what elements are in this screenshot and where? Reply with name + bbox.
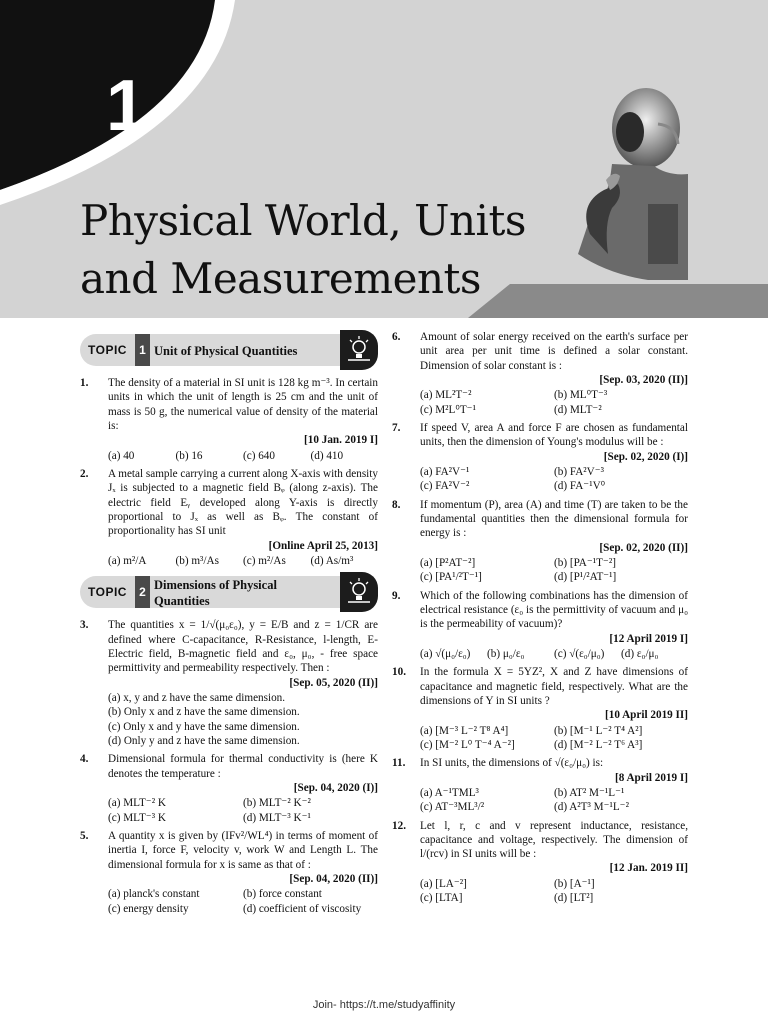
question-source: [8 April 2019 I] — [614, 771, 688, 784]
option-d[interactable]: (d) MLT⁻³ K⁻¹ — [243, 811, 311, 824]
question-text: A metal sample carrying a current along X-axis with density Jₓ is subjected to a magnetic field Bᵩ (along z-axis). The electric field Eᵧ developed along Y-axis is directly proportional to Jₓ as well as Bᵩ. The constant of proportionality has SI unit — [108, 467, 378, 538]
options — [108, 796, 378, 825]
option-b[interactable]: (b) [PA⁻¹T⁻²] — [554, 556, 616, 569]
question-4: 4. Dimensional formula for thermal conductivity is (here K denotes the temperature : [Sep. 04, 2020 (I)] (a) MLT⁻² K (b) MLT⁻² K⁻² (c) MLT⁻³ K (d) MLT⁻³ K⁻¹ — [80, 753, 378, 824]
option-c[interactable]: (c) 640 — [243, 449, 275, 462]
option-a[interactable]: (a) FA²V⁻¹ — [420, 465, 470, 478]
question-text: Let l, r, c and v represent inductance, resistance, capacitance and voltage, respectively. The dimension of l/(rcv) in SI units will be : — [420, 819, 688, 861]
option-d[interactable]: (d) coefficient of viscosity — [243, 902, 362, 915]
options — [420, 724, 688, 753]
option-c[interactable]: (c) √(ε₀/μ₀) — [554, 647, 605, 660]
question-text: A quantity x is given by (IFv²/WL⁴) in terms of moment of inertia I, force F, velocity v, work W and Length L. The dimensional formula for x is same as that of : — [108, 829, 378, 871]
question-12: 12. Let l, r, c and v represent inductance, resistance, capacitance and voltage, respectively. The dimension of l/(rcv) in SI units will be : [12 Jan. 2019 II] (a) [LA⁻²] (b) [A⁻¹] (c) [LTA] (d) [LT²] — [392, 819, 688, 905]
options — [420, 556, 688, 585]
question-2: 2. A metal sample carrying a current along X-axis with density Jₓ is subjected to a magnetic field Bᵩ (along z-axis). The electric field Eᵧ developed along Y-axis is directly proportional to Jₓ as well as Bᵩ. The constant of proportionality has SI unit [Online April 25, 2013] (a) m²/A (b) m³/As (c) m²/As (d) As/m³ — [80, 467, 378, 567]
option-a[interactable]: (a) x, y and z have the same dimension. — [108, 691, 286, 704]
topic-label: TOPIC — [88, 343, 127, 357]
chapter-number: 1 — [106, 66, 147, 146]
options — [108, 554, 378, 568]
option-b[interactable]: (b) m³/As — [175, 554, 219, 567]
option-d[interactable]: (d) As/m³ — [310, 554, 354, 567]
option-c[interactable]: (c) AT⁻³ML³/² — [420, 801, 485, 814]
options — [420, 786, 688, 815]
question-3: 3. The quantities x = 1/√(μ₀ε₀), y = E/B and z = 1/CR are defined where C-capacitance, R-Resistance, l-length, E-Electric field, B-magnetic field and ε₀, μ₀, - free space permittivity and permeability respectively. Then : [Sep. 05, 2020 (II)] (a) x, y and z have the same dimension. (b) Only x and z have the same dimension. (c) Only x and y have the same dimension. (d) Only y and z have the same dimension. — [80, 619, 378, 747]
question-text: In the formula X = 5YZ², X and Z have dimensions of capacitance and magnetic field, respectively. What are the dimensions of Y in SI units ? — [420, 666, 688, 707]
option-b[interactable]: (b) force constant — [243, 888, 322, 901]
question-text: Dimensional formula for thermal conductivity is (here K denotes the temperature : — [108, 753, 378, 780]
option-d[interactable]: (d) ε₀/μ₀ — [621, 647, 659, 660]
question-source: [Sep. 02, 2020 (I)] — [603, 450, 688, 463]
question-text: The density of a material in SI unit is 128 kg m⁻³. In certain units in which the unit of length is 25 cm and the unit of mass is 50 g, the numerical value of density of the material is: — [108, 377, 378, 432]
option-a[interactable]: (a) 40 — [108, 449, 135, 462]
option-a[interactable]: (a) ML²T⁻² — [420, 389, 472, 402]
option-d[interactable]: (d) [P¹/²AT⁻¹] — [554, 571, 617, 584]
chapter-title-line1: Physical World, Units — [80, 196, 526, 245]
chapter-header — [0, 0, 768, 318]
left-column — [80, 330, 378, 920]
question-source: [Sep. 04, 2020 (II)] — [289, 872, 378, 885]
chapter-title-line2: and Measurements — [80, 254, 481, 303]
option-b[interactable]: (b) AT² M⁻¹L⁻¹ — [554, 786, 625, 799]
question-8: 8. If momentum (P), area (A) and time (T) are taken to be the fundamental quantities then the dimensional formula for energy is : [Sep. 02, 2020 (II)] (a) [P²AT⁻²] (b) [PA⁻¹T⁻²] (c) [PA¹/²T⁻¹] (d) [P¹/²AT⁻¹] — [392, 498, 688, 584]
topic-number: 2 — [135, 576, 150, 608]
option-c[interactable]: (c) [M⁻² L⁰ T⁻⁴ A⁻²] — [420, 738, 515, 751]
question-source: [Sep. 05, 2020 (II)] — [289, 676, 378, 689]
question-7: 7. If speed V, area A and force F are chosen as fundamental units, then the dimension of Young's modulus will be : [Sep. 02, 2020 (I)] (a) FA²V⁻¹ (b) FA²V⁻³ (c) FA²V⁻² (d) FA⁻¹V⁰ — [392, 421, 688, 493]
option-d[interactable]: (d) [LT²] — [554, 892, 594, 905]
question-text: The quantities x = 1/√(μ₀ε₀), y = E/B and z = 1/CR are defined where C-capacitance, R-Resistance, l-length, E-Electric field, B-magnetic field and ε₀, μ₀, - free space permittivity and permeability respectively. Then : — [108, 619, 378, 675]
option-b[interactable]: (b) [A⁻¹] — [554, 877, 595, 890]
option-c[interactable]: (c) m²/As — [243, 554, 286, 567]
question-source: [Online April 25, 2013] — [268, 539, 378, 552]
question-source: [Sep. 04, 2020 (I)] — [293, 781, 378, 794]
option-a[interactable]: (a) planck's constant — [108, 888, 200, 901]
option-a[interactable]: (a) √(μ₀/ε₀) — [420, 647, 471, 660]
topic-name: Dimensions of Physical Quantities — [154, 578, 277, 609]
option-b[interactable]: (b) MLT⁻² K⁻² — [243, 797, 311, 810]
chapter-title — [80, 192, 526, 308]
option-d[interactable]: (d) 410 — [310, 449, 344, 462]
question-5: 5. A quantity x is given by (IFv²/WL⁴) in terms of moment of inertia I, force F, velocity v, work W and Length L. The dimensional formula for x is same as that of : [Sep. 04, 2020 (II)] (a) planck's constant (b) force constant (c) energy density (d) coefficient of viscosity — [80, 829, 378, 915]
option-c[interactable]: (c) [PA¹/²T⁻¹] — [420, 571, 482, 584]
option-a[interactable]: (a) A⁻¹TML³ — [420, 786, 479, 799]
question-6: 6. Amount of solar energy received on the earth's surface per unit area per unit time is defined a solar constant. Dimension of solar constant is : [Sep. 03, 2020 (II)] (a) ML²T⁻² (b) ML⁰T⁻³ (c) M²L⁰T⁻¹ (d) MLT⁻² — [392, 331, 688, 416]
topic-banner-1 — [80, 330, 378, 370]
option-c[interactable]: (c) Only x and y have the same dimension. — [108, 720, 300, 733]
option-a[interactable]: (a) [M⁻³ L⁻² T⁸ A⁴] — [420, 724, 509, 737]
topic-number: 1 — [135, 334, 150, 366]
question-text: Amount of solar energy received on the earth's surface per unit area per unit time is defined a solar constant. Dimension of solar constant is : — [420, 331, 688, 372]
topic-name: Unit of Physical Quantities — [154, 344, 298, 358]
question-source: [10 April 2019 II] — [605, 709, 688, 722]
options — [420, 647, 688, 661]
lightbulb-icon — [340, 330, 378, 370]
option-d[interactable]: (d) FA⁻¹V⁰ — [554, 480, 606, 493]
option-c[interactable]: (c) [LTA] — [420, 892, 463, 905]
options — [420, 388, 688, 417]
option-b[interactable]: (b) FA²V⁻³ — [554, 465, 605, 478]
option-d[interactable]: (d) A²T³ M⁻¹L⁻² — [554, 801, 629, 814]
options — [108, 449, 378, 463]
option-c[interactable]: (c) FA²V⁻² — [420, 480, 470, 493]
option-a[interactable]: (a) m²/A — [108, 554, 147, 567]
option-c[interactable]: (c) energy density — [108, 902, 189, 915]
question-11: 11. In SI units, the dimensions of √(ε₀/μ₀) is: [8 April 2019 I] (a) A⁻¹TML³ (b) AT² M⁻¹L⁻¹ (c) AT⁻³ML³/² (d) A²T³ M⁻¹L⁻² — [392, 757, 688, 814]
right-column — [392, 330, 688, 909]
question-text: In SI units, the dimensions of √(ε₀/μ₀) is: — [420, 757, 604, 770]
option-b[interactable]: (b) ML⁰T⁻³ — [554, 389, 608, 402]
question-source: [12 April 2019 I] — [609, 632, 688, 645]
option-b[interactable]: (b) [M⁻¹ L⁻² T⁴ A²] — [554, 724, 643, 737]
options — [108, 887, 378, 916]
question-9: 9. Which of the following combinations has the dimension of electrical resistance (ε₀ is the permittivity of vacuum and μ₀ is the permeability of vacuum)? [12 April 2019 I] (a) √(μ₀/ε₀) (b) μ₀/ε₀ (c) √(ε₀/μ₀) (d) ε₀/μ₀ — [392, 589, 688, 660]
question-source: [Sep. 03, 2020 (II)] — [599, 373, 688, 386]
thinking-robot-illustration — [548, 84, 693, 284]
option-b[interactable]: (b) Only x and z have the same dimension. — [108, 706, 300, 719]
topic-banner-2 — [80, 572, 378, 612]
options — [420, 465, 688, 494]
question-10: 10. In the formula X = 5YZ², X and Z have dimensions of capacitance and magnetic field, respectively. What are the dimensions of Y in SI units ? [10 April 2019 II] (a) [M⁻³ L⁻² T⁸ A⁴] (b) [M⁻¹ L⁻² T⁴ A²] (c) [M⁻² L⁰ T⁻⁴ A⁻²] (d) [M⁻² L⁻² T⁶ A³] — [392, 666, 688, 751]
question-1: 1. The density of a material in SI unit is 128 kg m⁻³. In certain units in which the unit of length is 25 cm and the unit of mass is 50 g, the numerical value of density of the material is: [10 Jan. 2019 I] (a) 40 (b) 16 (c) 640 (d) 410 — [80, 377, 378, 462]
options — [108, 691, 378, 748]
option-b[interactable]: (b) μ₀/ε₀ — [487, 647, 525, 660]
question-source: [12 Jan. 2019 II] — [609, 862, 688, 875]
lightbulb-icon — [340, 572, 378, 612]
option-a[interactable]: (a) MLT⁻² K — [108, 797, 166, 810]
option-d[interactable]: (d) MLT⁻² — [554, 403, 602, 416]
question-text: Which of the following combinations has the dimension of electrical resistance (ε₀ is the permittivity of vacuum and μ₀ is the permeability of vacuum)? — [420, 589, 688, 631]
topic-label: TOPIC — [88, 585, 127, 600]
question-source: [10 Jan. 2019 I] — [304, 434, 378, 447]
option-b[interactable]: (b) 16 — [175, 449, 203, 462]
option-a[interactable]: (a) [P²AT⁻²] — [420, 556, 476, 569]
option-c[interactable]: (c) MLT⁻³ K — [108, 811, 166, 824]
option-c[interactable]: (c) M²L⁰T⁻¹ — [420, 403, 476, 416]
question-text: If speed V, area A and force F are chosen as fundamental units, then the dimension of Young's modulus will be : — [420, 421, 688, 449]
question-text: If momentum (P), area (A) and time (T) are taken to be the fundamental quantities then the dimensional formula for energy is : — [420, 498, 688, 540]
options — [420, 877, 688, 906]
option-d[interactable]: (d) [M⁻² L⁻² T⁶ A³] — [554, 738, 643, 751]
footer-link[interactable]: Join- https://t.me/studyaffinity — [312, 999, 456, 1011]
option-a[interactable]: (a) [LA⁻²] — [420, 877, 467, 890]
question-source: [Sep. 02, 2020 (II)] — [599, 541, 688, 554]
option-d[interactable]: (d) Only y and z have the same dimension. — [108, 734, 300, 747]
